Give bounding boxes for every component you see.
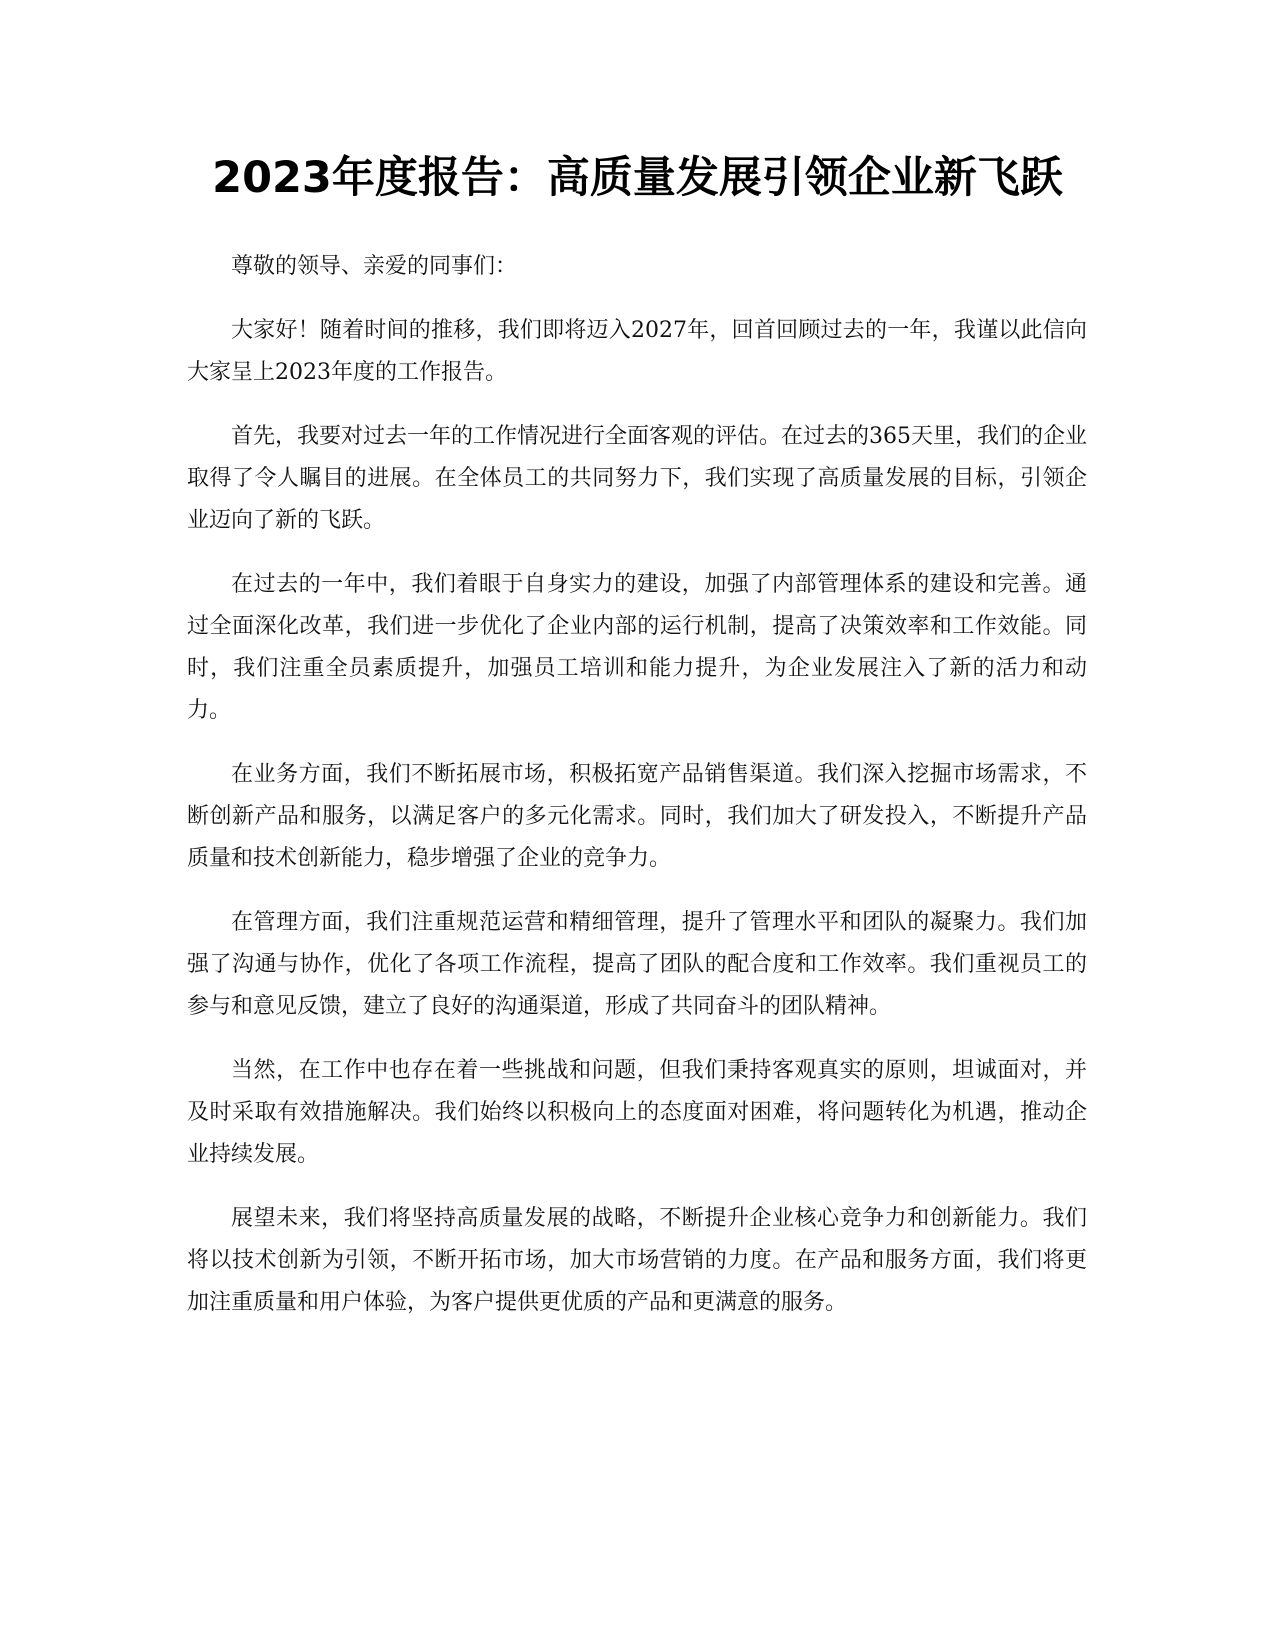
document-title: 2023年度报告：高质量发展引领企业新飞跃: [212, 153, 1063, 203]
paragraph-4: 在业务方面，我们不断拓展市场，积极拓宽产品销售渠道。我们深入挖掘市场需求，不断创新产品和服务，以满足客户的多元化需求。同时，我们加大了研发投入，不断提升产品质量和技术创新能力，稳步增强了企业的竞争力。: [187, 762, 1087, 871]
paragraph-5: 在管理方面，我们注重规范运营和精细管理，提升了管理水平和团队的凝聚力。我们加强了沟通与协作，优化了各项工作流程，提高了团队的配合度和工作效率。我们重视员工的参与和意见反馈，建立了良好的沟通渠道，形成了共同奋斗的团队精神。: [187, 910, 1087, 1019]
document-body: [187, 246, 1087, 1346]
paragraph-2: 首先，我要对过去一年的工作情况进行全面客观的评估。在过去的365天里，我们的企业取得了令人瞩目的进展。在全体员工的共同努力下，我们实现了高质量发展的目标，引领企业迈向了新的飞跃。: [187, 424, 1087, 533]
greeting-line: 尊敬的领导、亲爱的同事们：: [231, 254, 518, 279]
paragraph-3: 在过去的一年中，我们着眼于自身实力的建设，加强了内部管理体系的建设和完善。通过全面深化改革，我们进一步优化了企业内部的运行机制，提高了决策效率和工作效能。同时，我们注重全员素质提升，加强员工培训和能力提升，为企业发展注入了新的活力和动力。: [187, 572, 1087, 723]
paragraph-7: 展望未来，我们将坚持高质量发展的战略，不断提升企业核心竞争力和创新能力。我们将以技术创新为引领，不断开拓市场，加大市场营销的力度。在产品和服务方面，我们将更加注重质量和用户体验，为客户提供更优质的产品和更满意的服务。: [187, 1206, 1087, 1315]
paragraph-6: 当然，在工作中也存在着一些挑战和问题，但我们秉持客观真实的原则，坦诚面对，并及时采取有效措施解决。我们始终以积极向上的态度面对困难，将问题转化为机遇，推动企业持续发展。: [187, 1058, 1087, 1167]
paragraph-1: 大家好！随着时间的推移，我们即将迈入2027年，回首回顾过去的一年，我谨以此信向大家呈上2023年度的工作报告。: [187, 318, 1087, 385]
